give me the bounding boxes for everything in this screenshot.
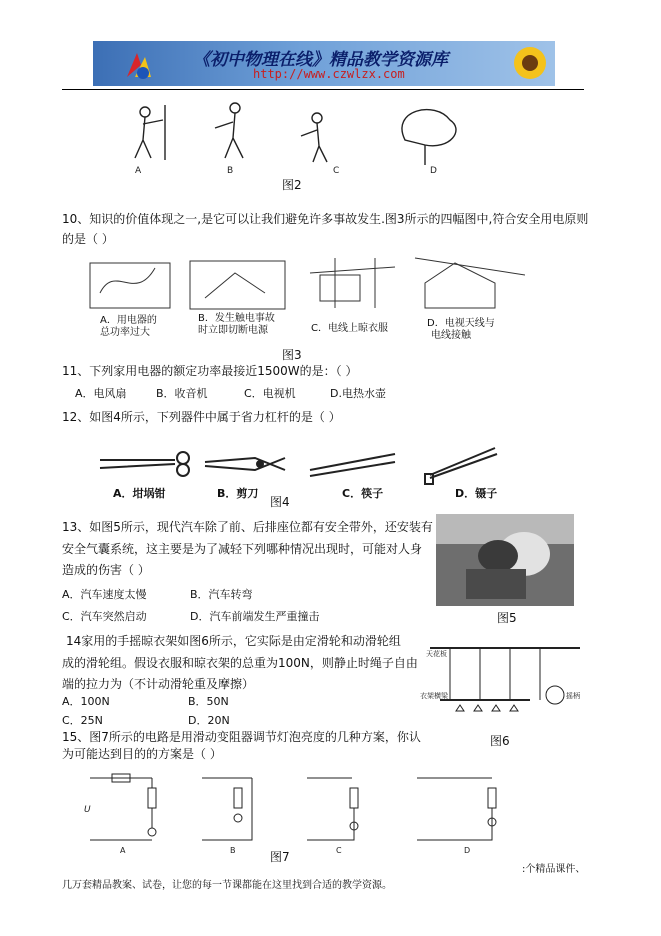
header-banner (93, 41, 555, 86)
q12-option-b: B．剪刀 (217, 487, 259, 500)
q14-line2: 成的滑轮组。假设衣服和晾衣架的总重为100N，则静止时绳子自由 (62, 656, 418, 670)
header-title: 《初中物理在线》精品教学资源库 (193, 50, 448, 70)
fig7-label-c: C (336, 846, 342, 855)
header-rule (62, 89, 584, 90)
header-url[interactable]: http://www.czwlzx.com (253, 67, 405, 81)
q12-text: 12、如图4所示，下列器件中属于省力杠杆的是（ ） (62, 410, 341, 424)
fig7-u-label: U (84, 805, 91, 815)
q13-option-d: D．汽车前端发生严重撞击 (190, 610, 320, 623)
q14-line3: 端的拉力为（不计动滑轮重及摩擦） (62, 677, 255, 691)
figure-2-image (105, 100, 485, 175)
q13-option-b: B．汽车转弯 (190, 588, 253, 601)
figure-6-image (420, 640, 590, 730)
q12-option-c: C．筷子 (342, 487, 384, 500)
fig7-label-d: D (464, 846, 471, 855)
fig2-label-d: D (430, 166, 437, 175)
q15-line2: 为可能达到目的的方案是（ ） (62, 747, 222, 761)
fig2-label-b: B (227, 166, 234, 175)
fig6-label-ceiling: 天花板 (426, 650, 447, 658)
fig2-label-a: A (135, 166, 142, 175)
fig7-label-a: A (120, 846, 126, 855)
logo-icon (121, 47, 157, 81)
q10-line1: 10、知识的价值体现之一,是它可以让我们避免许多事故发生.图3所示的四幅图中,符合安全用电原则 (62, 212, 589, 226)
q11-text: 11、下列家用电器的额定功率最接近1500W的是：（ ） (62, 364, 358, 378)
fig3-caption-c: C．电线上晾衣服 (311, 323, 388, 334)
q11-option-c: C．电视机 (244, 387, 296, 400)
q11-option-d: D.电热水壶 (330, 387, 386, 400)
figure-2-caption: 图2 (282, 178, 302, 192)
footer-text: 几万套精品教案、试卷，让您的每一节课都能在这里找到合适的教学资源。 (62, 880, 392, 891)
figure-6-caption: 图6 (490, 734, 510, 748)
fig6-label-rack: 衣架横梁 (420, 692, 448, 700)
fig2-label-c: C (333, 166, 340, 175)
q11-option-a: A．电风扇 (75, 387, 127, 400)
figure-3-caption: 图3 (282, 348, 302, 362)
q14-option-a: A．100N (62, 695, 110, 708)
fig6-label-handle: 摇柄 (566, 692, 580, 700)
figure-4-caption: 图4 (270, 495, 290, 509)
figure-5-photo (436, 514, 574, 606)
q10-line2: 的是（ ） (62, 232, 114, 246)
figure-5-caption: 图5 (497, 611, 517, 625)
fig3-caption-b2: 时立即切断电源 (198, 325, 268, 336)
figure-7-image (72, 768, 512, 856)
figure-3-image (85, 253, 525, 315)
footer-right-text: :个精品课件、 (522, 864, 586, 875)
sunflower-icon (507, 43, 553, 85)
q13-line1: 13、如图5所示，现代汽车除了前、后排座位都有安全带外，还安装有 (62, 520, 433, 534)
fig3-caption-d2: 电线接触 (431, 330, 471, 341)
q13-line2: 安全气囊系统，这主要是为了减轻下列哪种情况出现时，可能对人身 (62, 542, 423, 556)
q13-line3: 造成的伤害（ ） (62, 563, 150, 577)
q14-option-d: D．20N (188, 714, 230, 727)
q13-option-a: A．汽车速度太慢 (62, 588, 147, 601)
figure-4-image (95, 440, 525, 485)
fig7-label-b: B (230, 846, 236, 855)
q11-option-b: B．收音机 (156, 387, 208, 400)
fig3-caption-a1: A．用电器的 (100, 315, 157, 326)
q14-option-c: C．25N (62, 714, 103, 727)
fig3-caption-a2: 总功率过大 (100, 327, 150, 338)
q15-line1: 15、图7所示的电路是用滑动变阻器调节灯泡亮度的几种方案，你认 (62, 730, 421, 744)
fig3-caption-b1: B．发生触电事故 (198, 313, 275, 324)
fig3-caption-d1: D．电视天线与 (427, 318, 495, 329)
q14-line1: 14家用的手摇晾衣架如图6所示，它实际是由定滑轮和动滑轮组 (66, 634, 401, 648)
q12-option-a: A．坩埚钳 (113, 487, 166, 500)
q13-option-c: C．汽车突然启动 (62, 610, 147, 623)
figure-7-caption: 图7 (270, 850, 290, 864)
q14-option-b: B．50N (188, 695, 229, 708)
q12-option-d: D．镊子 (455, 487, 498, 500)
